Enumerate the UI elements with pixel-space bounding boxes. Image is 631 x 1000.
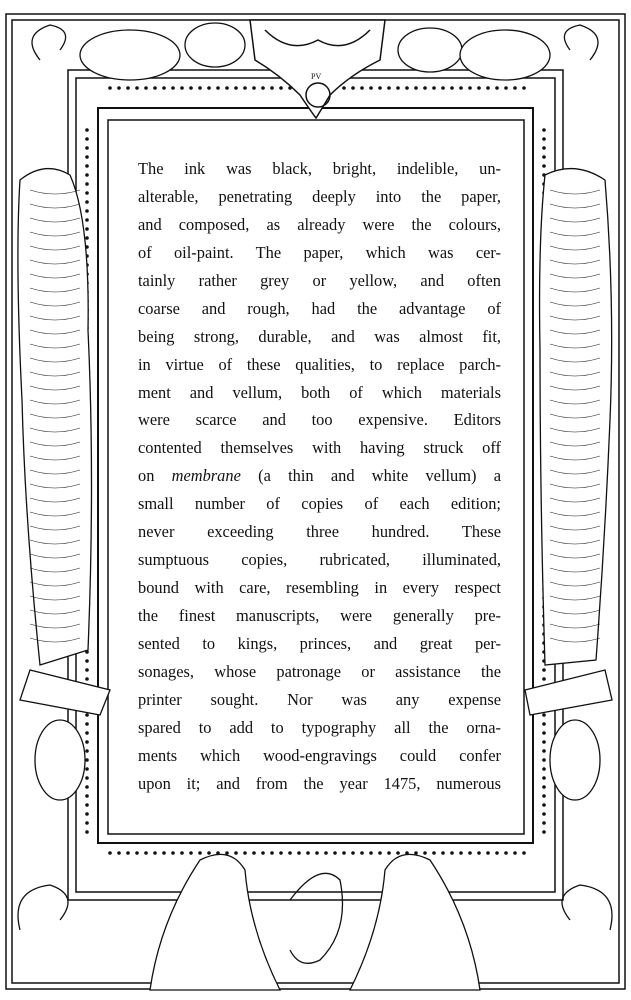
bead [459,86,463,90]
bead [144,851,148,855]
bead [279,851,283,855]
bead [504,86,508,90]
bead [207,86,211,90]
bead [441,86,445,90]
text-line: ments which wood-engravings could confer [138,745,501,765]
bead [85,794,89,798]
bead [85,749,89,753]
bead [85,164,89,168]
bead [162,851,166,855]
bead [85,155,89,159]
bead [216,86,220,90]
text-line: bound with care, resembling in every respect [138,578,501,598]
bead [542,722,546,726]
bead [297,851,301,855]
bead [85,713,89,717]
body-text [138,155,501,798]
text-line: The ink was black, bright, indelible, un- [138,159,501,178]
bead [342,86,346,90]
bead [542,128,546,132]
bead [513,851,517,855]
text-span: on [138,466,172,486]
bead [360,851,364,855]
bead [85,209,89,213]
text-line: never exceeding three hundred. These [138,522,501,542]
text-line: sumptuous copies, rubricated, illuminated, [138,550,501,570]
text-line [138,462,501,490]
bead [180,86,184,90]
bead [234,86,238,90]
bead [542,803,546,807]
bead [85,128,89,132]
bead [360,86,364,90]
bead [85,146,89,150]
bead [85,785,89,789]
bead [369,851,373,855]
text-line: being strong, durable, and was almost fit, [138,326,501,346]
text-line: were scarce and too expensive. Editors [138,410,501,430]
text-line: spared to add to typography all the orna- [138,717,501,737]
bead [144,86,148,90]
bead [85,218,89,222]
bead [450,86,454,90]
bead [85,200,89,204]
bead [423,86,427,90]
text-line: printer sought. Nor was any expense [138,689,501,709]
text-line: sented to kings, princes, and great per- [138,633,501,653]
bead [432,851,436,855]
bead [108,851,112,855]
bead [85,182,89,186]
bead [504,851,508,855]
bead [162,86,166,90]
bead [243,86,247,90]
bead [85,236,89,240]
bead [85,191,89,195]
monogram: PV [311,72,322,81]
bead [135,86,139,90]
top-shield [250,20,385,118]
bead [306,851,310,855]
text-line: tainly rather grey or yellow, and often [138,270,501,290]
bead [441,851,445,855]
bead [486,851,490,855]
bead [542,668,546,672]
bead [342,851,346,855]
bead [405,86,409,90]
bead [542,713,546,717]
bead [85,758,89,762]
bead [324,851,328,855]
bead [135,851,139,855]
bead [414,86,418,90]
bead [261,851,265,855]
bead [270,86,274,90]
bead [378,86,382,90]
bead [513,86,517,90]
bead [542,812,546,816]
bead [396,851,400,855]
text-line: coarse and rough, had the advantage of [138,298,501,318]
bead [189,851,193,855]
bead [234,851,238,855]
bead [85,668,89,672]
bead [542,767,546,771]
text-line: contented themselves with having struck off [138,438,501,458]
text-line: and composed, as already were the colours, [138,214,501,234]
bead [522,851,526,855]
bead [108,86,112,90]
bead [279,86,283,90]
bead [542,794,546,798]
bead [468,851,472,855]
bead [542,155,546,159]
bead [542,164,546,168]
bead [126,86,130,90]
bead [117,851,121,855]
bead [85,731,89,735]
bead [396,86,400,90]
bead [243,851,247,855]
bottom-dragons [18,854,612,990]
bead [180,851,184,855]
bead [542,677,546,681]
bead [288,851,292,855]
bead [198,851,202,855]
text-span: (a thin and white vellum) a [240,466,501,486]
bead [85,173,89,177]
bead [378,851,382,855]
text-line: sonages, whose patronage or assistance the [138,661,501,681]
text-line: the finest manuscripts, were generally pre- [138,606,501,625]
bead [85,821,89,825]
bead [85,740,89,744]
bead [261,86,265,90]
bead [85,812,89,816]
text-line: ment and vellum, both of which materials [138,382,501,402]
bead [542,785,546,789]
bead [85,776,89,780]
bead [198,86,202,90]
bead [450,851,454,855]
bead [270,851,274,855]
text-line: of oil-paint. The paper, which was cer- [138,242,501,262]
bead [85,767,89,771]
text-line: alterable, penetrating deeply into the paper, [138,186,501,206]
bead [171,851,175,855]
bead [459,851,463,855]
bead [85,227,89,231]
bead [542,776,546,780]
bead [225,86,229,90]
bead [189,86,193,90]
bead [468,86,472,90]
text-line: upon it; and from the year 1475, numerous [138,773,501,793]
bead [542,821,546,825]
bead [542,146,546,150]
bead [542,758,546,762]
bead [153,86,157,90]
bead [477,86,481,90]
bead [85,722,89,726]
text-line: in virtue of these qualities, to replace parch- [138,354,501,374]
bead [85,659,89,663]
bead [315,851,319,855]
bead [542,137,546,141]
bead [126,851,130,855]
bead [117,86,121,90]
italic-term: membrane [171,466,241,486]
bead [333,851,337,855]
bead [542,740,546,744]
bead [252,86,256,90]
bead [542,731,546,735]
text-line: small number of copies of each edition; [138,494,501,514]
bead [351,86,355,90]
bead [387,851,391,855]
bead [423,851,427,855]
bead [85,830,89,834]
bead [387,86,391,90]
bead [495,851,499,855]
bead [171,86,175,90]
bead [351,851,355,855]
bead [369,86,373,90]
bead [85,137,89,141]
bead [486,86,490,90]
bead [432,86,436,90]
bead [542,749,546,753]
bead [85,677,89,681]
bead [153,851,157,855]
bead [477,851,481,855]
bead [542,830,546,834]
bead [495,86,499,90]
bead [522,86,526,90]
bead [252,851,256,855]
bead [85,803,89,807]
bead [207,851,211,855]
